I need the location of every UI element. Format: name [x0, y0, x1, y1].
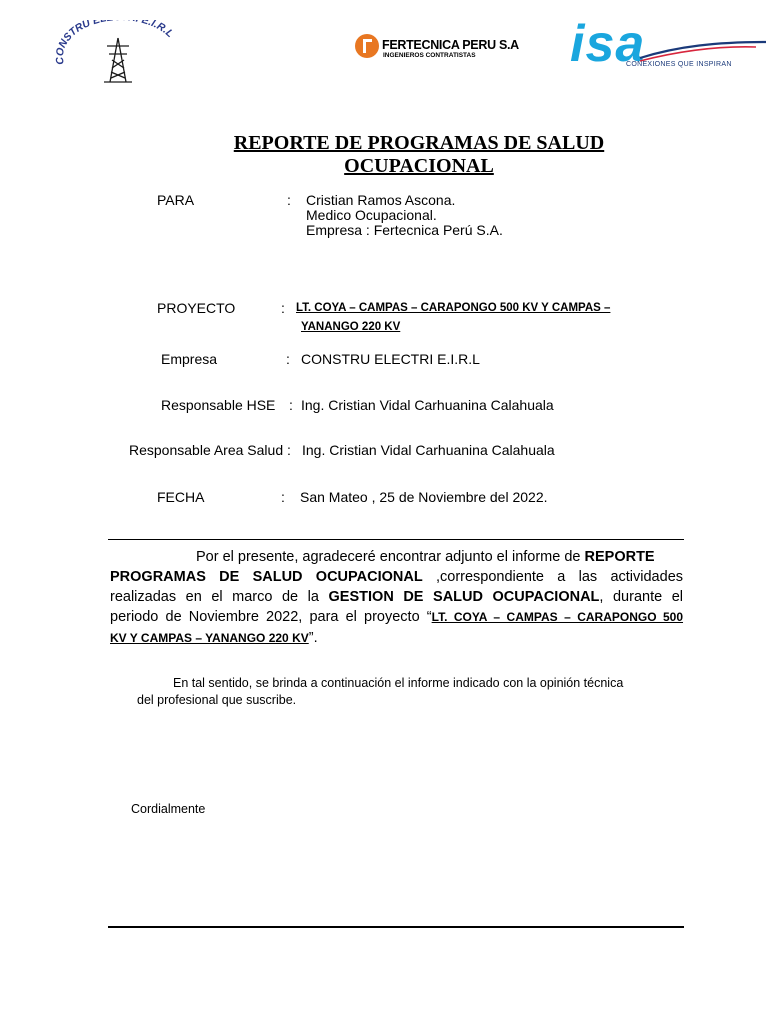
constru-electri-logo — [52, 20, 182, 84]
hse-value: Ing. Cristian Vidal Carhuanina Calahuala — [301, 397, 554, 413]
empresa-separator: : — [286, 351, 290, 367]
sentido-line1: En tal sentido, se brinda a continuación el informe indicado con la opinión técnica — [173, 676, 624, 690]
para-recipient-company: Empresa : Fertecnica Perú S.A. — [306, 222, 503, 238]
proyecto-separator: : — [281, 300, 285, 316]
para-recipient-role: Medico Ocupacional. — [306, 207, 437, 223]
hse-separator: : — [289, 397, 293, 413]
fertecnica-emblem-icon — [355, 34, 379, 58]
body-line-5: KV Y CAMPAS – YANANGO 220 KV”. — [110, 630, 318, 646]
isa-logo — [568, 15, 768, 74]
empresa-label: Empresa — [161, 351, 218, 367]
constru-logo-text: CONSTRU E E.I.R.L — [53, 20, 176, 66]
empresa-value: CONSTRU ELECTRI E.I.R.L — [301, 351, 480, 367]
body-line-4: periodo de Noviembre 2022, para el proyecto “LT. COYA – CAMPAS – CARAPONGO 500 — [110, 609, 684, 625]
body-project-name-part1: LT. COYA – CAMPAS – CARAPONGO 500 — [431, 610, 684, 624]
isa-swoosh-icon — [638, 36, 768, 64]
para-separator: : — [287, 192, 291, 208]
fertecnica-tagline: INGENIEROS CONTRATISTAS — [383, 52, 476, 59]
proyecto-label: PROYECTO — [157, 300, 236, 316]
tower-icon — [104, 38, 132, 82]
body-line-1: Por el presente, agradeceré encontrar adjunto el informe de REPORTE — [196, 549, 655, 565]
para-recipient-name: Cristian Ramos Ascona. — [306, 192, 456, 208]
fecha-separator: : — [281, 489, 285, 505]
para-label: PARA — [157, 192, 195, 208]
divider-bottom — [108, 926, 684, 928]
report-title-line1: REPORTE DE PROGRAMAS DE SALUD — [233, 132, 605, 154]
fecha-value: San Mateo , 25 de Noviembre del 2022. — [300, 489, 548, 505]
area-salud-value: Ing. Cristian Vidal Carhuanina Calahuala — [302, 442, 555, 458]
area-salud-label: Responsable Area Salud : — [129, 442, 291, 458]
fecha-label: FECHA — [157, 489, 205, 505]
isa-wordmark: isa — [570, 15, 646, 73]
closing-text: Cordialmente — [131, 802, 206, 816]
fertecnica-logo — [352, 30, 519, 66]
body-project-name-part2: KV Y CAMPAS – YANANGO 220 KV — [110, 631, 309, 645]
isa-tagline: CONEXIONES QUE INSPIRAN — [626, 61, 732, 68]
sentido-line2: del profesional que suscribe. — [137, 693, 297, 707]
body-line-3: realizadas en el marco de la GESTION DE SALUD OCUPACIONAL, durante el — [110, 589, 684, 605]
divider-top — [108, 539, 684, 540]
hse-label: Responsable HSE — [161, 397, 276, 413]
fertecnica-name: FERTECNICA PERU S.A — [382, 38, 519, 52]
report-title-line2: OCUPACIONAL — [344, 155, 494, 177]
proyecto-value-line1: LT. COYA – CAMPAS – CARAPONGO 500 KV Y CAMPAS – — [296, 302, 611, 314]
proyecto-value-line2: YANANGO 220 KV — [301, 321, 401, 333]
body-line-2: PROGRAMAS DE SALUD OCUPACIONAL ,correspondiente a las actividades — [110, 569, 684, 585]
